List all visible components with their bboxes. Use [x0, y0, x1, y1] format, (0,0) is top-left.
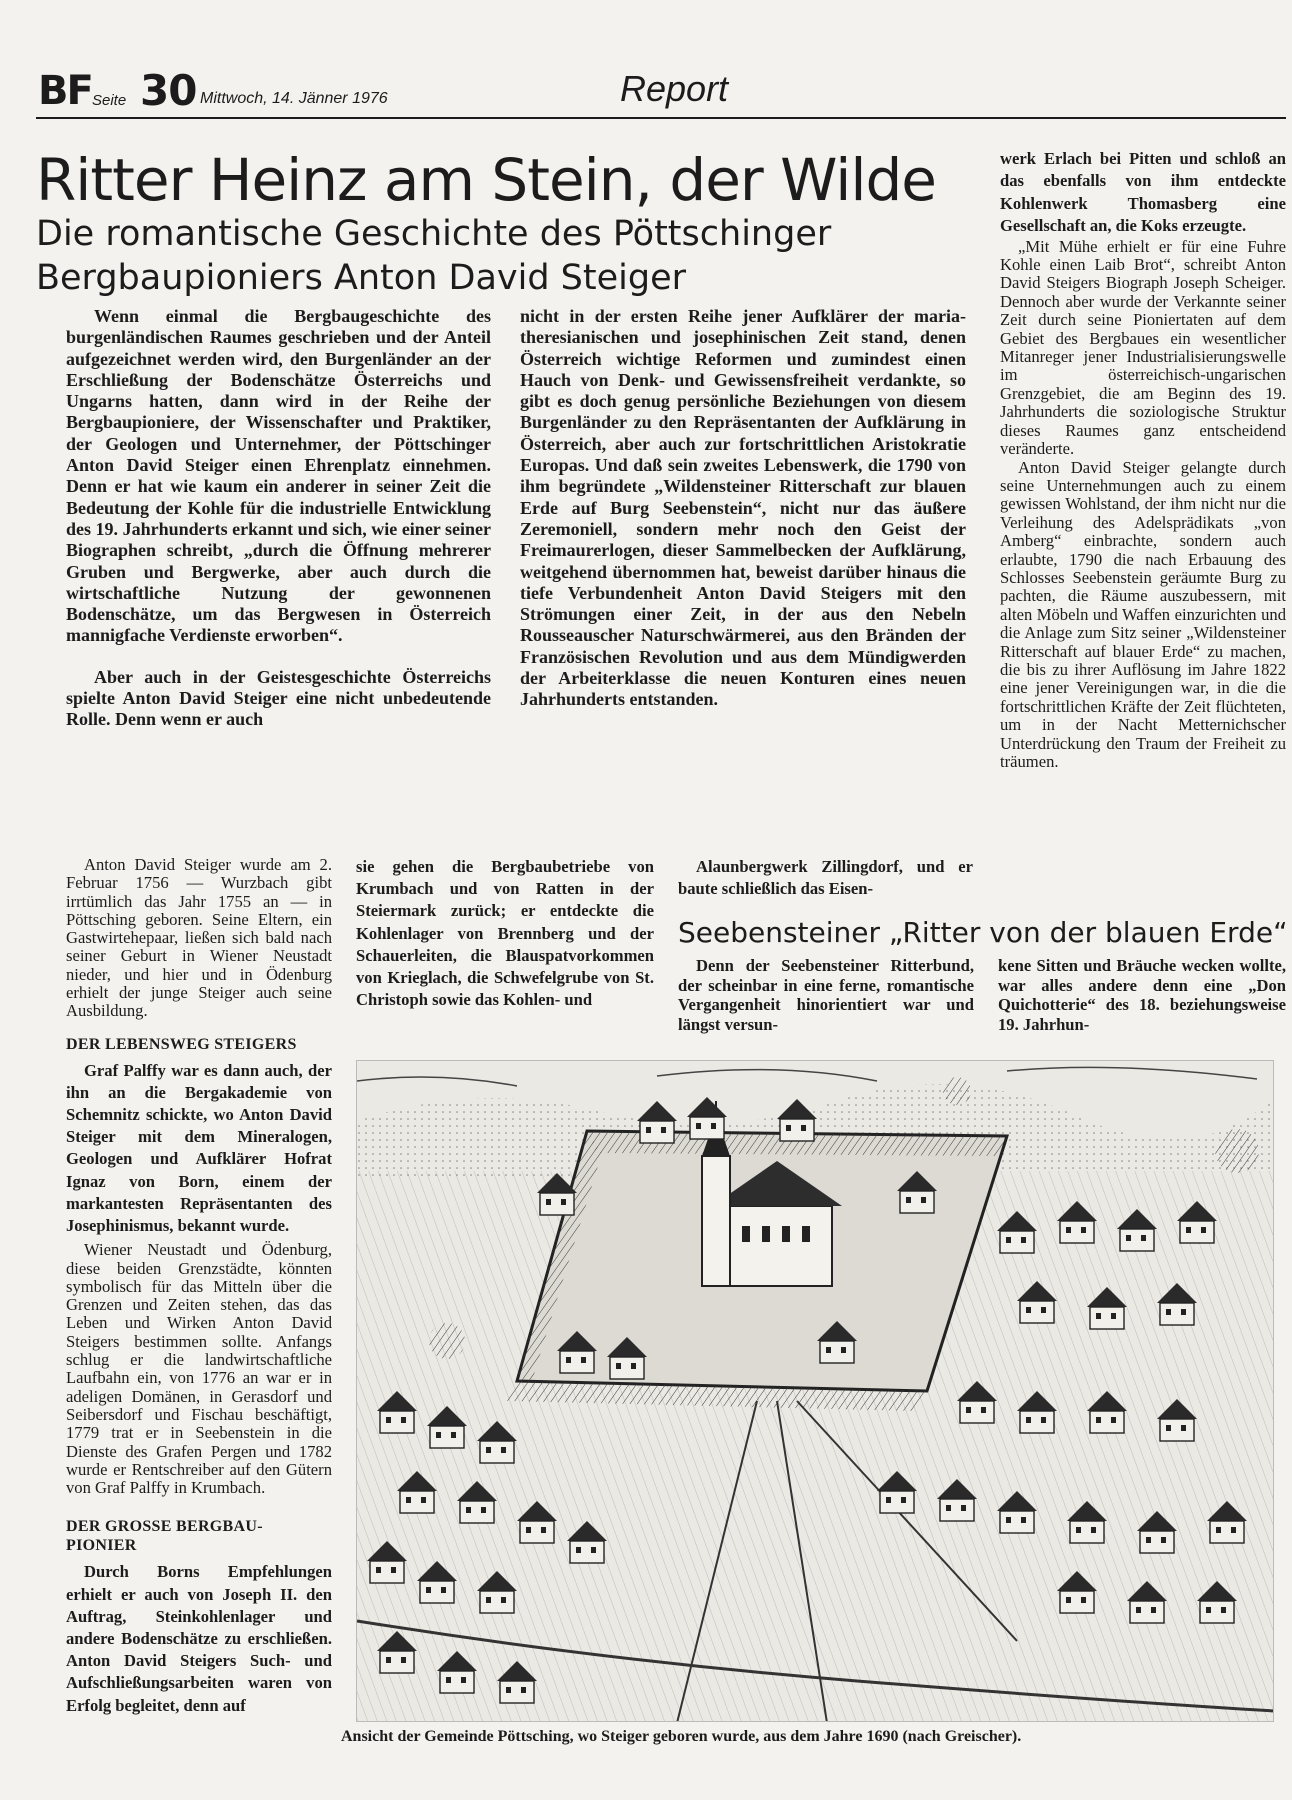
lower-paragraph-2: Graf Palffy war es dann auch, der ihn an die Bergakademie von Schemnitz schickte, wo Anton David Steiger mit dem Mineralogen, Geologen und Aufklärer Hofrat Ignaz von Born, einem der markantesten Repräsentanten des Josephinismus, bekannt wurde.	[66, 1060, 332, 1236]
subhead-lebensweg: DER LEBENSWEG STEIGERS	[66, 1035, 297, 1053]
article-headline: Ritter Heinz am Stein, der Wilde	[36, 146, 936, 214]
article-subheadline	[36, 212, 831, 300]
lead-paragraph-1: Wenn einmal die Bergbaugeschichte des burgenländischen Raumes geschrieben und der Anteil aufgezeichnet werden wird, den Burgenländer an der Erschließung der Bodenschätze Österreichs und Ungarns hatten, dann wird in der Reihe der Bergbaupioniere, der Wissenschafter und Praktiker, der Geologen und Unternehmer, der Pöttschinger Anton David Steiger einen Ehrenplatz einnehmen. Denn er hat wie kaum ein anderer in seiner Zeit die Bedeutung der Kohle für die industrielle Entwicklung des 19. Jahrhunderts erkannt und sich, wie einer seiner Biographen schreibt, „durch die Öffnung mehrerer Gruben und Bergwerke, aber auch durch die wirtschaftliche Nutzung der gewonnenen Bodenschätze, um das Bergwesen in Österreich mannigfache Verdienste erworben“.	[66, 306, 491, 646]
right-bold-paragraph: werk Erlach bei Pitten und schloß an das ebenfalls von ihm entdeckte Kohlenwerk Thomasberg eine Gesellschaft an, die Koks erzeugte.	[1000, 149, 1286, 236]
page-number: 30	[140, 66, 197, 115]
seebenstein-paragraph-1: Denn der Seebensteiner Ritterbund, der scheinbar in eine ferne, romantische Vergangenheit hinorientiert war und längst versun-	[678, 956, 974, 1034]
right-column	[1000, 148, 1286, 771]
lower-paragraph-5: sie gehen die Bergbaubetriebe von Krumbach und von Ratten in der Steiermark zurück; er entdeckte die Kohlenlager von Brennberg und der Schauerleiten, die Blauspatvorkommen von Krieglach, die Schwefelgrube von St. Christoph sowie das Kohlen- und	[356, 857, 654, 1010]
lower-paragraph-3: Wiener Neustadt und Ödenburg, diese beiden Grenzstädte, könnten symbolisch für das Mitteln über die Grenzen und Zeiten stehen, das das Leben und Wirken Anton David Steigers bestimmen sollte. Anfangs schlug er die landwirtschaftliche Laufbahn ein, von 1776 an war er in adeligen Domänen, in Gerasdorf und Seibersdorf und Fischau beschäftigt, 1779 trat er in Seebenstein in die Dienste des Grafen Pergen und 1782 wurde er Rentschreiber auf den Gütern von Graf Palffy in Krumbach.	[66, 1240, 332, 1498]
lower-column-1	[66, 856, 332, 1717]
seebenstein-column-2	[998, 956, 1286, 1034]
right-paragraph-1: „Mit Mühe erhielt er für eine Fuhre Kohle einen Laib Brot“, schreibt Anton David Steigers Biograph Joseph Scheiger. Dennoch aber wurde der Verkannte seiner Zeit durch seine Pioniertaten auf dem Gebiet des Bergbaues ein wesentlicher Mitanreger jener Industrialisierungswelle im österreichisch-ungarischen Grenzgebiet, die am Beginn des 19. Jahrhunderts die soziologische Struktur dieses Raumes ganz entscheidend veränderte.	[1000, 236, 1286, 459]
historic-engraving	[356, 1060, 1274, 1722]
header-rule	[36, 117, 1286, 119]
issue-date: Mittwoch, 14. Jänner 1976	[200, 90, 388, 107]
lower-paragraph-1: Anton David Steiger wurde am 2. Februar 1756 — Wurzbach gibt irrtümlich das Jahr 1755 an — in Pöttsching geboren. Seine Eltern, ein Gastwirtehepaar, ließen sich bald nach seiner Geburt in Wiener Neustadt nieder, und hier und in Ödenburg erhielt der junge Steiger auch seine Ausbildung.	[66, 855, 332, 1021]
page-label: Seite	[92, 92, 127, 109]
lower-column-3	[678, 856, 973, 900]
figure-caption: Ansicht der Gemeinde Pöttsching, wo Steiger geboren wurde, aus dem Jahre 1690 (nach Greischer).	[341, 1728, 1022, 1745]
subheadline-line-2: Bergbaupioniers Anton David Steiger	[36, 258, 687, 298]
lead-paragraph-2: Aber auch in der Geistesgeschichte Österreichs spielte Anton David Steiger eine nicht unbedeutende Rolle. Denn wenn er auch	[66, 666, 491, 730]
lower-column-2	[356, 856, 654, 1011]
lead-column-2	[520, 306, 966, 711]
section-title: Report	[620, 68, 729, 109]
lower-paragraph-4: Durch Borns Empfehlungen erhielt er auch von Joseph II. den Auftrag, Steinkohlenlager und andere Bodenschätze zu erschließen. Anton David Steigers Such- und Aufschließungsarbeiten waren von Erfolg begleitet, denn auf	[66, 1562, 332, 1715]
lead-paragraph-3: nicht in der ersten Reihe jener Aufklärer der maria-theresianischen und josephinischen Zeit stand, denen Österreich wichtige Reformen und zumindest einen Hauch von Denk- und Gewissensfreiheit verdankte, so gibt es doch genug persönliche Beziehungen von diesem Burgenländer zu den Repräsentanten der Aufklärung in Österreich, aber auch zur fortschrittlichen Aristokratie Europas. Und daß sein zweites Lebenswerk, die 1790 von ihm begründete „Wildensteiner Ritterschaft zur blauen Erde auf Burg Seebenstein“, nicht nur das äußere Zeremoniell, sondern mehr noch den Geist der Freimaurerlogen, dieser Sammelbecken der Aufklärung, weitgehend übernommen hat, beweist darüber hinaus die tiefe Verbundenheit Anton David Steigers mit den Strömungen einer Zeit, in der aus den Nebeln Rousseauscher Naturschwärmerei, aus den Bränden der Französischen Revolution und aus dem Mündigwerden der Arbeiterklasse die neuen Konturen eines neuen Jahrhunderts entstanden.	[520, 306, 966, 710]
seebenstein-subheadline: Seebensteiner „Ritter von der blauen Erde“	[678, 916, 1288, 949]
publication-logo: BF	[38, 68, 92, 114]
poettsching-view-engraving	[357, 1061, 1274, 1722]
seebenstein-column-1	[678, 956, 974, 1034]
seebenstein-paragraph-2: kene Sitten und Bräuche wecken wollte, war alles andere denn eine „Don Quichotterie“ des 18. beziehungsweise 19. Jahrhun-	[998, 956, 1286, 1034]
right-paragraph-2: Anton David Steiger gelangte durch seine Unternehmungen auch zu einem gewissen Wohlstand, der ihm nicht nur die Verleihung des Adelsprädikats „von Amberg“ einbrachte, sondern auch erlaubte, 1790 die nach Erbauung des Schlosses Seebenstein geräumte Burg zu pachten, die Räume auszubessern, mit alten Möbeln und Waffen einzurichten und die Anlage zum Sitz seiner „Wildensteiner Ritterschaft auf blauer Erde“ zu machen, die bis zu ihrer Auflösung im Jahre 1822 eine jener Vereinigungen war, in die die fortschrittlichen Kräfte der Zeit flüchteten, um in der Nacht Metternichscher Unterdrückung den Traum der Freiheit zu träumen.	[1000, 457, 1286, 771]
subhead-bergbaupionier: DER GROSSE BERGBAU-PIONIER	[66, 1518, 263, 1555]
subheadline-line-1: Die romantische Geschichte des Pöttschinger	[36, 214, 832, 254]
lead-column-1	[66, 306, 491, 731]
lower-paragraph-6: Alaunbergwerk Zillingdorf, und er baute schließlich das Eisen-	[678, 857, 973, 899]
